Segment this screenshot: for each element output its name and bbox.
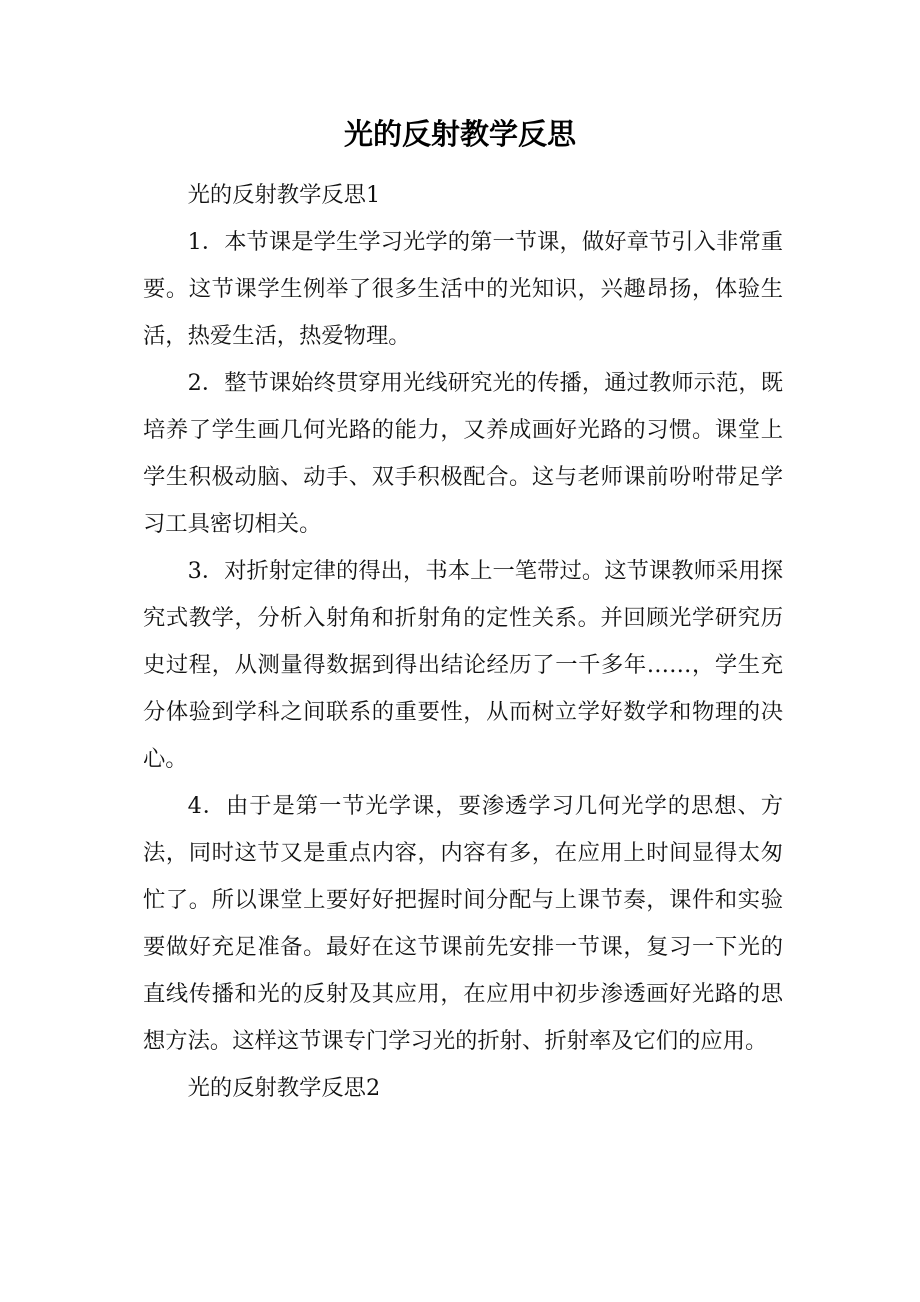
paragraph-1: 1．本节课是学生学习光学的第一节课，做好章节引入非常重要。这节课学生例举了很多生活中的光知识，兴趣昂扬，体验生活，热爱生活，热爱物理。: [143, 229, 783, 349]
document-body: [143, 172, 783, 1112]
section-heading-2: 光的反射教学反思2: [187, 1075, 381, 1101]
document-title: 光的反射教学反思: [343, 117, 576, 151]
paragraph-4: 4．由于是第一节光学课，要渗透学习几何光学的思想、方法，同时这节又是重点内容，内容有多，在应用上时间显得太匆忙了。所以课堂上要好好把握时间分配与上课节奏，课件和实验要做好充足准备。最好在这节课前先安排一节课，复习一下光的直线传播和光的反射及其应用，在应用中初步渗透画好光路的思想方法。这样这节课专门学习光的折射、折射率及它们的应用。: [143, 793, 783, 1054]
section-heading-1: 光的反射教学反思1: [187, 182, 381, 208]
paragraph-2: 2．整节课始终贯穿用光线研究光的传播，通过教师示范，既培养了学生画几何光路的能力，又养成画好光路的习惯。课堂上学生积极动脑、动手、双手积极配合。这与老师课前吩咐带足学习工具密切相关。: [143, 370, 783, 537]
paragraph-3: 3．对折射定律的得出，书本上一笔带过。这节课教师采用探究式教学，分析入射角和折射角的定性关系。并回顾光学研究历史过程，从测量得数据到得出结论经历了一千多年……，学生充分体验到学科之间联系的重要性，从而树立学好数学和物理的决心。: [143, 558, 783, 772]
